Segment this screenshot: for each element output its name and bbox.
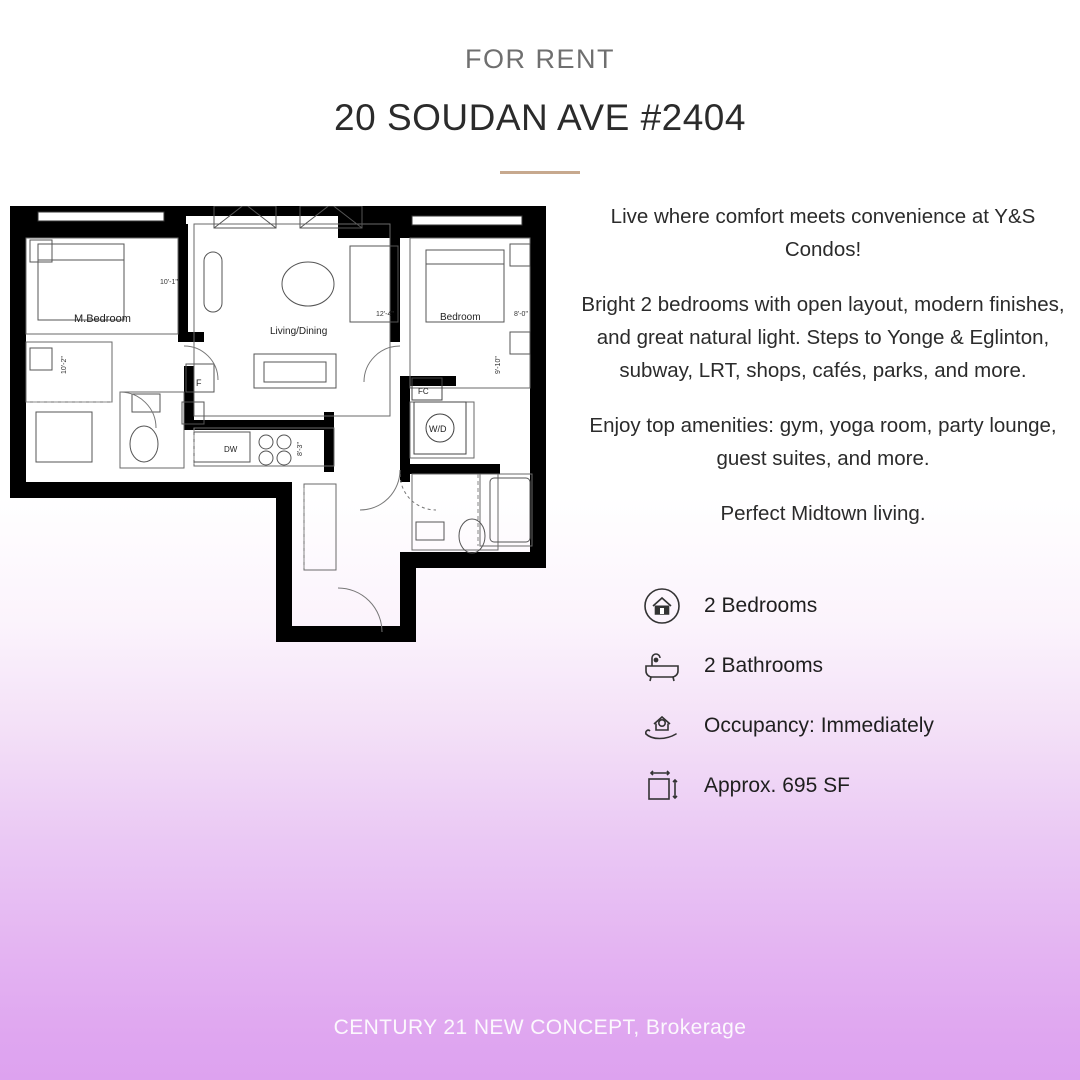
feature-bathrooms: [636, 636, 1080, 696]
description-paragraph-2: Bright 2 bedrooms with open layout, modern finishes, and great natural light. Steps to Yonge & Eglinton, subway, LRT, shops, cafés, parks, and more.: [581, 293, 1065, 382]
description-block: [566, 200, 1080, 530]
features-list: [566, 576, 1080, 816]
house-icon: [636, 587, 688, 625]
floorplan-label-master-bedroom: M.Bedroom: [74, 313, 131, 325]
feature-label-bedrooms: 2 Bedrooms: [704, 594, 818, 617]
floorplan-label-bedroom: Bedroom: [440, 312, 481, 323]
floorplan-label-washer-dryer: W/D: [429, 424, 447, 434]
accent-divider: [500, 171, 580, 174]
feature-label-bathrooms: 2 Bathrooms: [704, 654, 824, 677]
description-paragraph-1: Live where comfort meets convenience at Y&S Condos!: [610, 205, 1036, 261]
floorplan-dim-master-depth: 10'-2": [61, 356, 68, 374]
floorplan-label-fridge: F: [196, 378, 202, 388]
description-paragraph-4: Perfect Midtown living.: [720, 502, 926, 525]
feature-occupancy: [636, 696, 1080, 756]
details-column: [556, 200, 1080, 816]
floorplan-dim-bedroom-depth: 9'-10": [495, 356, 502, 374]
for-rent-eyebrow: FOR RENT: [465, 44, 615, 74]
brokerage-footer: CENTURY 21 NEW CONCEPT, Brokerage: [333, 1016, 747, 1039]
floorplan-image: [8, 206, 556, 658]
feature-label-area: Approx. 695 SF: [704, 774, 850, 797]
page-title: 20 SOUDAN AVE #2404: [334, 97, 746, 138]
floorplan-label-living-dining: Living/Dining: [270, 326, 328, 337]
house-in-hand-icon: [636, 708, 688, 744]
floorplan-dim-kitchen: 8'-3": [297, 442, 304, 456]
bathtub-icon: [636, 649, 688, 683]
area-measure-icon: [636, 767, 688, 805]
feature-label-occupancy: Occupancy: Immediately: [704, 714, 934, 737]
feature-area: [636, 756, 1080, 816]
feature-bedrooms: [636, 576, 1080, 636]
main-content: [0, 200, 1080, 816]
floorplan-dim-living-width: 12'-4": [376, 311, 394, 318]
floorplan-dim-bedroom-width: 8'-0": [514, 311, 528, 318]
description-paragraph-3: Enjoy top amenities: gym, yoga room, party lounge, guest suites, and more.: [589, 414, 1057, 470]
floorplan-label-dishwasher: DW: [224, 445, 238, 454]
header: [0, 0, 1080, 174]
floorplan-dim-master-width: 10'-1": [160, 279, 178, 286]
floorplan-column: [0, 200, 556, 663]
floorplan-label-fan-coil: FC: [418, 387, 429, 396]
